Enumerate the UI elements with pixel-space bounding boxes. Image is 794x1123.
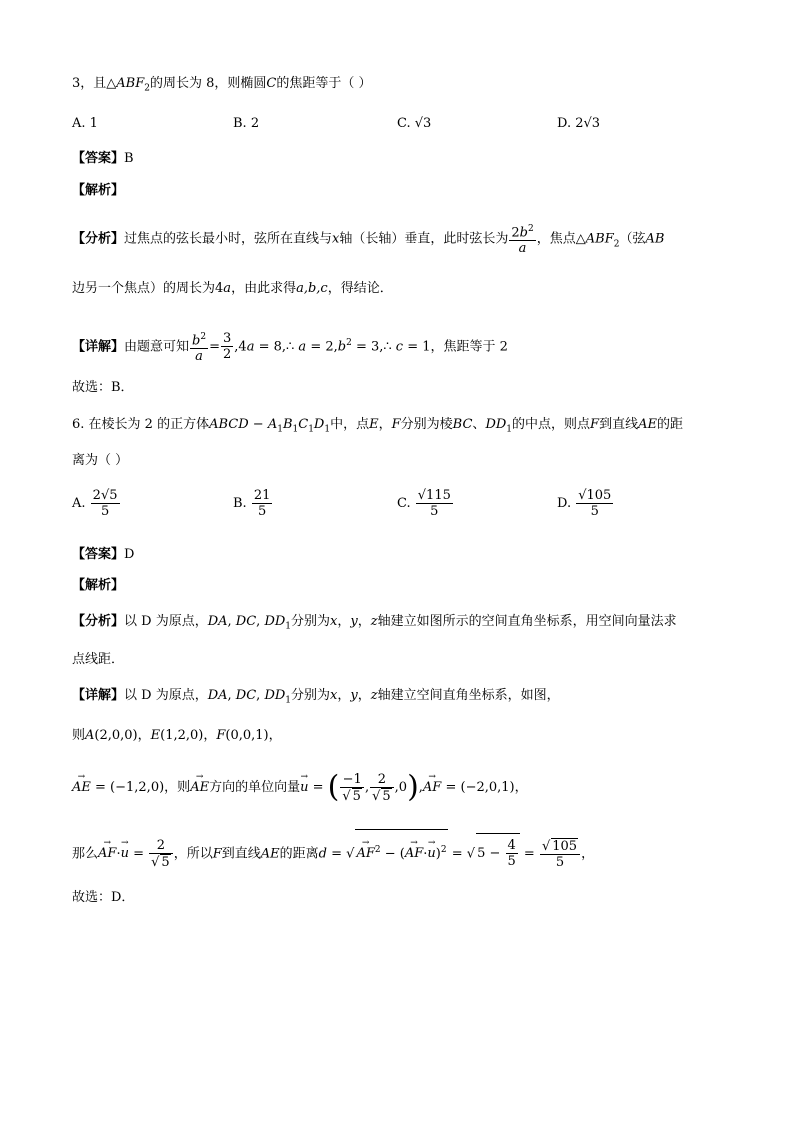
q6-option-b: B. $\frac{21}{5}$ xyxy=(233,488,271,519)
q6-xiangjie: 【详解】以 D 为原点，DA, DC, $DD_1$分别为x，y，z轴建立空间直角坐标系，如图， xyxy=(72,688,560,706)
q6-distance: 那么AF → ·u → = $\frac{2}{√ 5}$ ，所以F到直线AE的距离d = √ AF → $^2$ − (AF → ·u → )$^2$ = √ 5 − $\frac{4}{5}$ = $\frac{√ 105}{5}$ ， xyxy=(72,829,594,874)
q5-option-c: C. √3 xyxy=(397,116,432,131)
q5-conclusion: 故选：B． xyxy=(72,380,134,395)
triangle-icon: △ xyxy=(106,76,117,91)
q6-option-c: C. $\frac{√115}{5}$ xyxy=(397,488,451,519)
q5-option-d: D. 2√3 xyxy=(557,116,601,131)
q5-answer: 【答案】B xyxy=(72,151,134,166)
q6-coordinates: 则A(2,0,0)，E(1,2,0)，F(0,0,1)， xyxy=(72,728,282,743)
q6-stem-line2: 离为（ ） xyxy=(72,453,129,468)
q6-option-d: D. $\frac{√105}{5}$ xyxy=(557,488,612,519)
q6-answer: 【答案】D xyxy=(72,547,135,562)
q6-option-a: A. $\frac{2√5}{5}$ xyxy=(72,488,118,519)
answer-tag: 【答案】 xyxy=(72,151,125,166)
q6-analysis-heading: 【解析】 xyxy=(72,578,125,593)
q6-conclusion: 故选：D． xyxy=(72,890,135,905)
q5-stem: 3，且$\triangle ABF_2$的周长为 8，则椭圆C的焦距等于（ ） xyxy=(72,76,372,94)
q6-fenxi-line2: 点线距． xyxy=(72,652,125,667)
q5-xiangjie: 【详解】由题意可知 $\frac{b^2}{a}$ = $\frac{3}{2}$ ,4a = 8,∴ $a = 2,b^2$ = 3,∴ c = 1，焦距等于 2 xyxy=(72,331,508,364)
q5-fenxi-line2: 边另一个焦点）的周长为4a，由此求得a,b,c，得结论． xyxy=(72,281,393,296)
triangle-icon: △ xyxy=(575,231,586,247)
q6-fenxi: 【分析】以 D 为原点，DA, DC, $DD_1$分别为x，y，z轴建立如图所示的空间直角坐标系，用空间向量法求 xyxy=(72,614,677,632)
q6-unit-vector: AE → = (−1,2,0)，则AE → 方向的单位向量u → = ( $\frac{-1}{√ 5}$ , $\frac{2}{√ 5}$ ,0),AF → = (−2,0,1)， xyxy=(72,769,528,805)
q5-option-b: B. 2 xyxy=(233,116,260,131)
q6-stem: 6. 在棱长为 2 的正方体ABCD − $A_1B_1C_1D_1$中，点E，F分别为棱BC、$DD_1$的中点，则点F到直线AE的距 xyxy=(72,417,683,435)
q5-analysis-heading: 【解析】 xyxy=(72,183,125,198)
q5-option-a: A. 1 xyxy=(72,116,98,131)
q5-fenxi: 【分析】过焦点的弦长最小时，弦所在直线与x轴（长轴）垂直，此时弦长为 $\frac{2b^2}{a}$ ，焦点$\triangle ABF_2$（弦AB xyxy=(72,224,665,257)
